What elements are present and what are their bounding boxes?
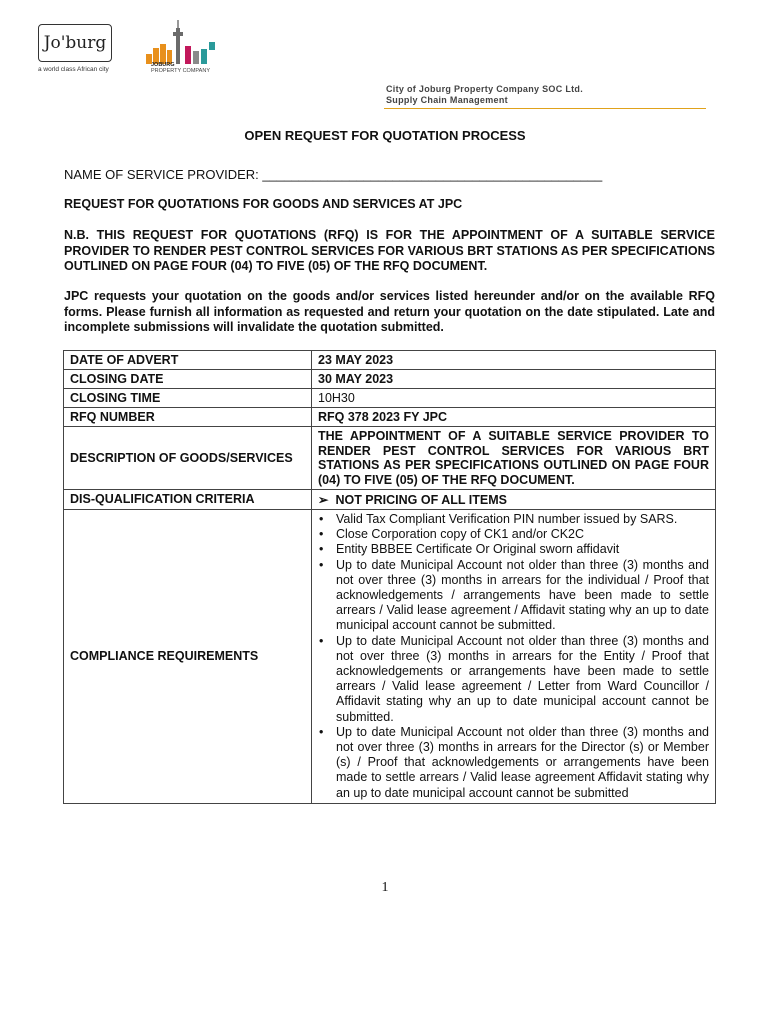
closing-date-value: 30 MAY 2023 bbox=[312, 370, 716, 389]
request-paragraph: JPC requests your quotation on the goods and/or services listed hereunder and/or on the available RFQ forms. Please furnish all information as requested and return your quotation on the date stipulated. Late and incomplete submissions will invalidate the quotation submitted. bbox=[64, 289, 715, 334]
table-row bbox=[64, 408, 716, 427]
list-item: • Up to date Municipal Account not older than three (3) months and not over three (3) months in arrears for the Director (s) or Member (s) / Proof that acknowledgements or arrangements have been made to settle arrears / Valid lease agreement Affidavit stating why an up to date municipal account cannot be submitted bbox=[336, 725, 709, 801]
description-value: THE APPOINTMENT OF A SUITABLE SERVICE PROVIDER TO RENDER PEST CONTROL SERVICES FOR VARIOUS BRT STATIONS AS PER SPECIFICATIONS OUTLINED ON PAGE FOUR (04) TO FIVE (05) OF THE RFQ DOCUMENT. bbox=[312, 427, 716, 490]
rfq-number-label: RFQ NUMBER bbox=[64, 408, 312, 427]
compliance-label: COMPLIANCE REQUIREMENTS bbox=[64, 510, 312, 804]
table-row bbox=[64, 370, 716, 389]
table-row bbox=[64, 490, 716, 510]
page-number: 1 bbox=[381, 880, 389, 895]
organisation-name: City of Joburg Property Company SOC Ltd. bbox=[386, 84, 584, 94]
description-label: DESCRIPTION OF GOODS/SERVICES bbox=[64, 427, 312, 490]
header-rule bbox=[384, 108, 706, 109]
joburg-wordmark: Jo'burg bbox=[38, 24, 112, 62]
organisation-header bbox=[386, 84, 583, 106]
disqualification-value: NOT PRICING OF ALL ITEMS bbox=[335, 493, 507, 507]
joburg-tagline: a world class African city bbox=[38, 66, 109, 73]
joburg-logo bbox=[38, 24, 122, 73]
arrow-bullet-icon: ➢ bbox=[318, 493, 329, 507]
closing-time-label: CLOSING TIME bbox=[64, 389, 312, 408]
page-title: OPEN REQUEST FOR QUOTATION PROCESS bbox=[244, 128, 526, 143]
list-item: • Valid Tax Compliant Verification PIN number issued by SARS. bbox=[336, 512, 709, 527]
list-item: • Close Corporation copy of CK1 and/or CK2C bbox=[336, 527, 709, 542]
date-of-advert-value: 23 MAY 2023 bbox=[312, 351, 716, 370]
disqualification-value-cell bbox=[312, 490, 716, 510]
rfq-details-table bbox=[63, 350, 716, 804]
compliance-list bbox=[318, 512, 709, 801]
jpc-company-name: JOBURG PROPERTY COMPANY bbox=[151, 62, 210, 74]
disqualification-label: DIS-QUALIFICATION CRITERIA bbox=[64, 490, 312, 510]
service-provider-line: NAME OF SERVICE PROVIDER: _______________________________________________ bbox=[64, 167, 603, 182]
table-row bbox=[64, 351, 716, 370]
nb-paragraph: N.B. THIS REQUEST FOR QUOTATIONS (RFQ) IS FOR THE APPOINTMENT OF A SUITABLE SERVICE PROVIDER TO RENDER PEST CONTROL SERVICES FOR VARIOUS BRT STATIONS AS PER SPECIFICATIONS OUTLINED ON PAGE FOUR (04) TO FIVE (05) OF THE RFQ DOCUMENT. bbox=[64, 228, 715, 273]
closing-date-label: CLOSING DATE bbox=[64, 370, 312, 389]
table-row bbox=[64, 510, 716, 804]
list-item: • Entity BBBEE Certificate Or Original sworn affidavit bbox=[336, 542, 709, 557]
list-item: • Up to date Municipal Account not older than three (3) months and not over three (3) months in arrears for the individual / Proof that acknowledgements / arrangements have been made to settle arrears / Valid lease agreement / Affidavit stating why an up to date municipal account cannot be submitted. bbox=[336, 558, 709, 634]
department-name: Supply Chain Management bbox=[386, 95, 508, 105]
section-heading: REQUEST FOR QUOTATIONS FOR GOODS AND SERVICES AT JPC bbox=[64, 197, 463, 211]
table-row bbox=[64, 427, 716, 490]
rfq-number-value: RFQ 378 2023 FY JPC bbox=[312, 408, 716, 427]
compliance-value-cell bbox=[312, 510, 716, 804]
table-row bbox=[64, 389, 716, 408]
closing-time-value: 10H30 bbox=[312, 389, 716, 408]
list-item: • Up to date Municipal Account not older than three (3) months and not over three (3) months in arrears for the Entity / Proof that acknowledgements or arrangements have been made to settle arrears / Valid lease agreement / Letter from Ward Councillor / Affidavit stating why an up to date municipal account cannot be submitted. bbox=[336, 634, 709, 725]
date-of-advert-label: DATE OF ADVERT bbox=[64, 351, 312, 370]
